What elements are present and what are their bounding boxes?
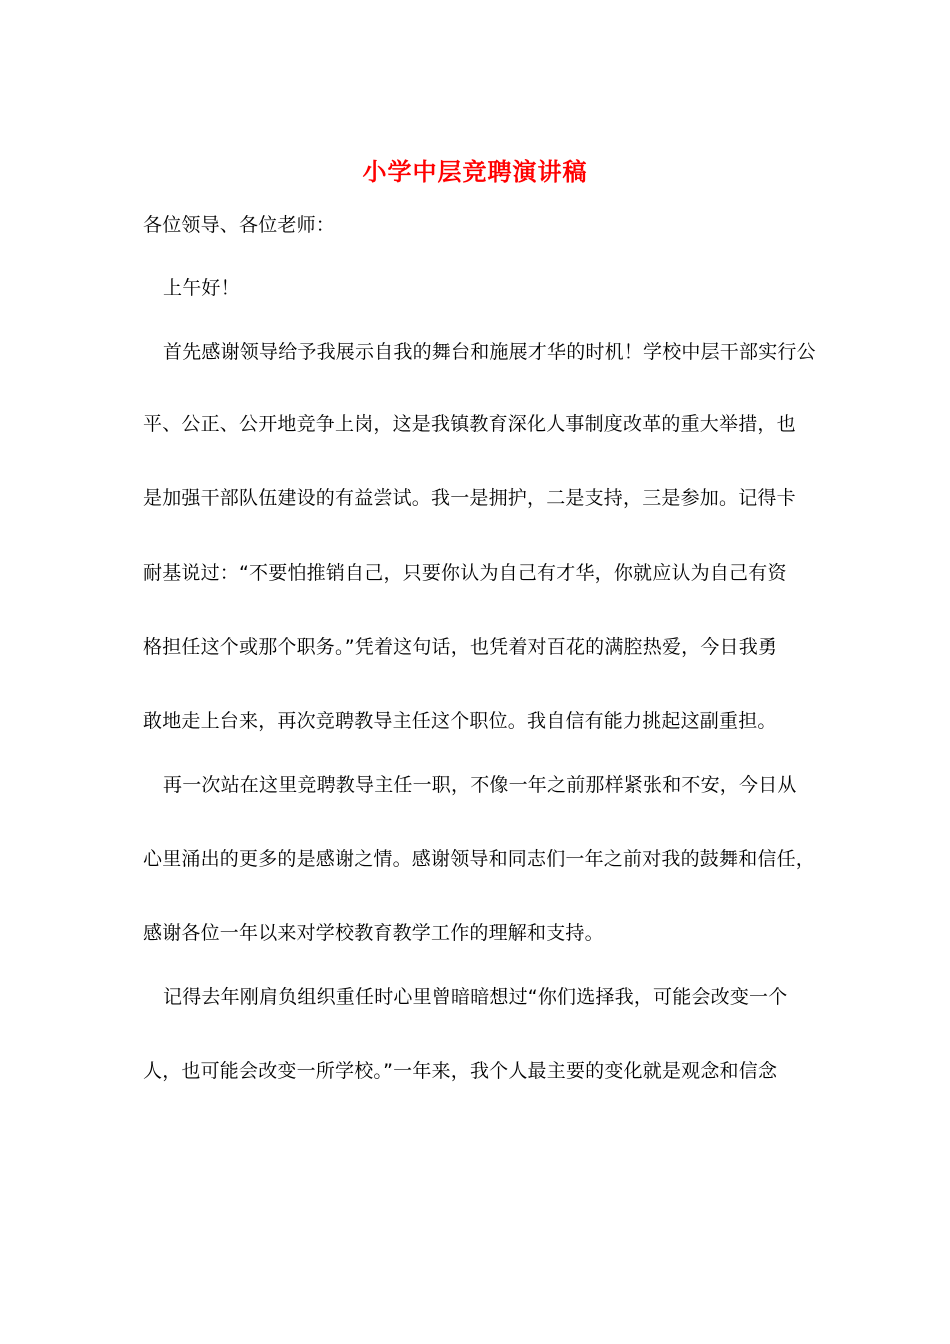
paragraph-line: 首先感谢领导给予我展示自我的舞台和施展才华的时机！学校中层干部实行公 (163, 341, 816, 363)
paragraph-line: 感谢各位一年以来对学校教育教学工作的理解和支持。 (143, 922, 604, 944)
paragraph-line: 敢地走上台来，再次竞聘教导主任这个职位。我自信有能力挑起这副重担。 (143, 710, 777, 732)
paragraph-line: 记得去年刚肩负组织重任时心里曾暗暗想过“你们选择我，可能会改变一个 (163, 986, 788, 1008)
salutation: 各位领导、各位老师： (143, 214, 336, 236)
paragraph-line: 耐基说过：“不要怕推销自己，只要你认为自己有才华，你就应认为自己有资 (143, 562, 787, 584)
paragraph-line: 再一次站在这里竞聘教导主任一职，不像一年之前那样紧张和不安，今日从 (163, 774, 797, 796)
document-title: 小学中层竞聘演讲稿 (362, 157, 588, 186)
paragraph-line: 心里涌出的更多的是感谢之情。感谢领导和同志们一年之前对我的鼓舞和信任， (143, 848, 816, 870)
greeting: 上午好！ (163, 277, 240, 299)
paragraph-line: 格担任这个或那个职务。”凭着这句话，也凭着对百花的满腔热爱，今日我勇 (143, 636, 778, 658)
paragraph-line: 人，也可能会改变一所学校。”一年来，我个人最主要的变化就是观念和信念 (143, 1060, 778, 1082)
paragraph-line: 平、公正、公开地竞争上岗，这是我镇教育深化人事制度改革的重大举措，也 (143, 413, 796, 435)
paragraph-line: 是加强干部队伍建设的有益尝试。我一是拥护，二是支持，三是参加。记得卡 (143, 487, 796, 509)
